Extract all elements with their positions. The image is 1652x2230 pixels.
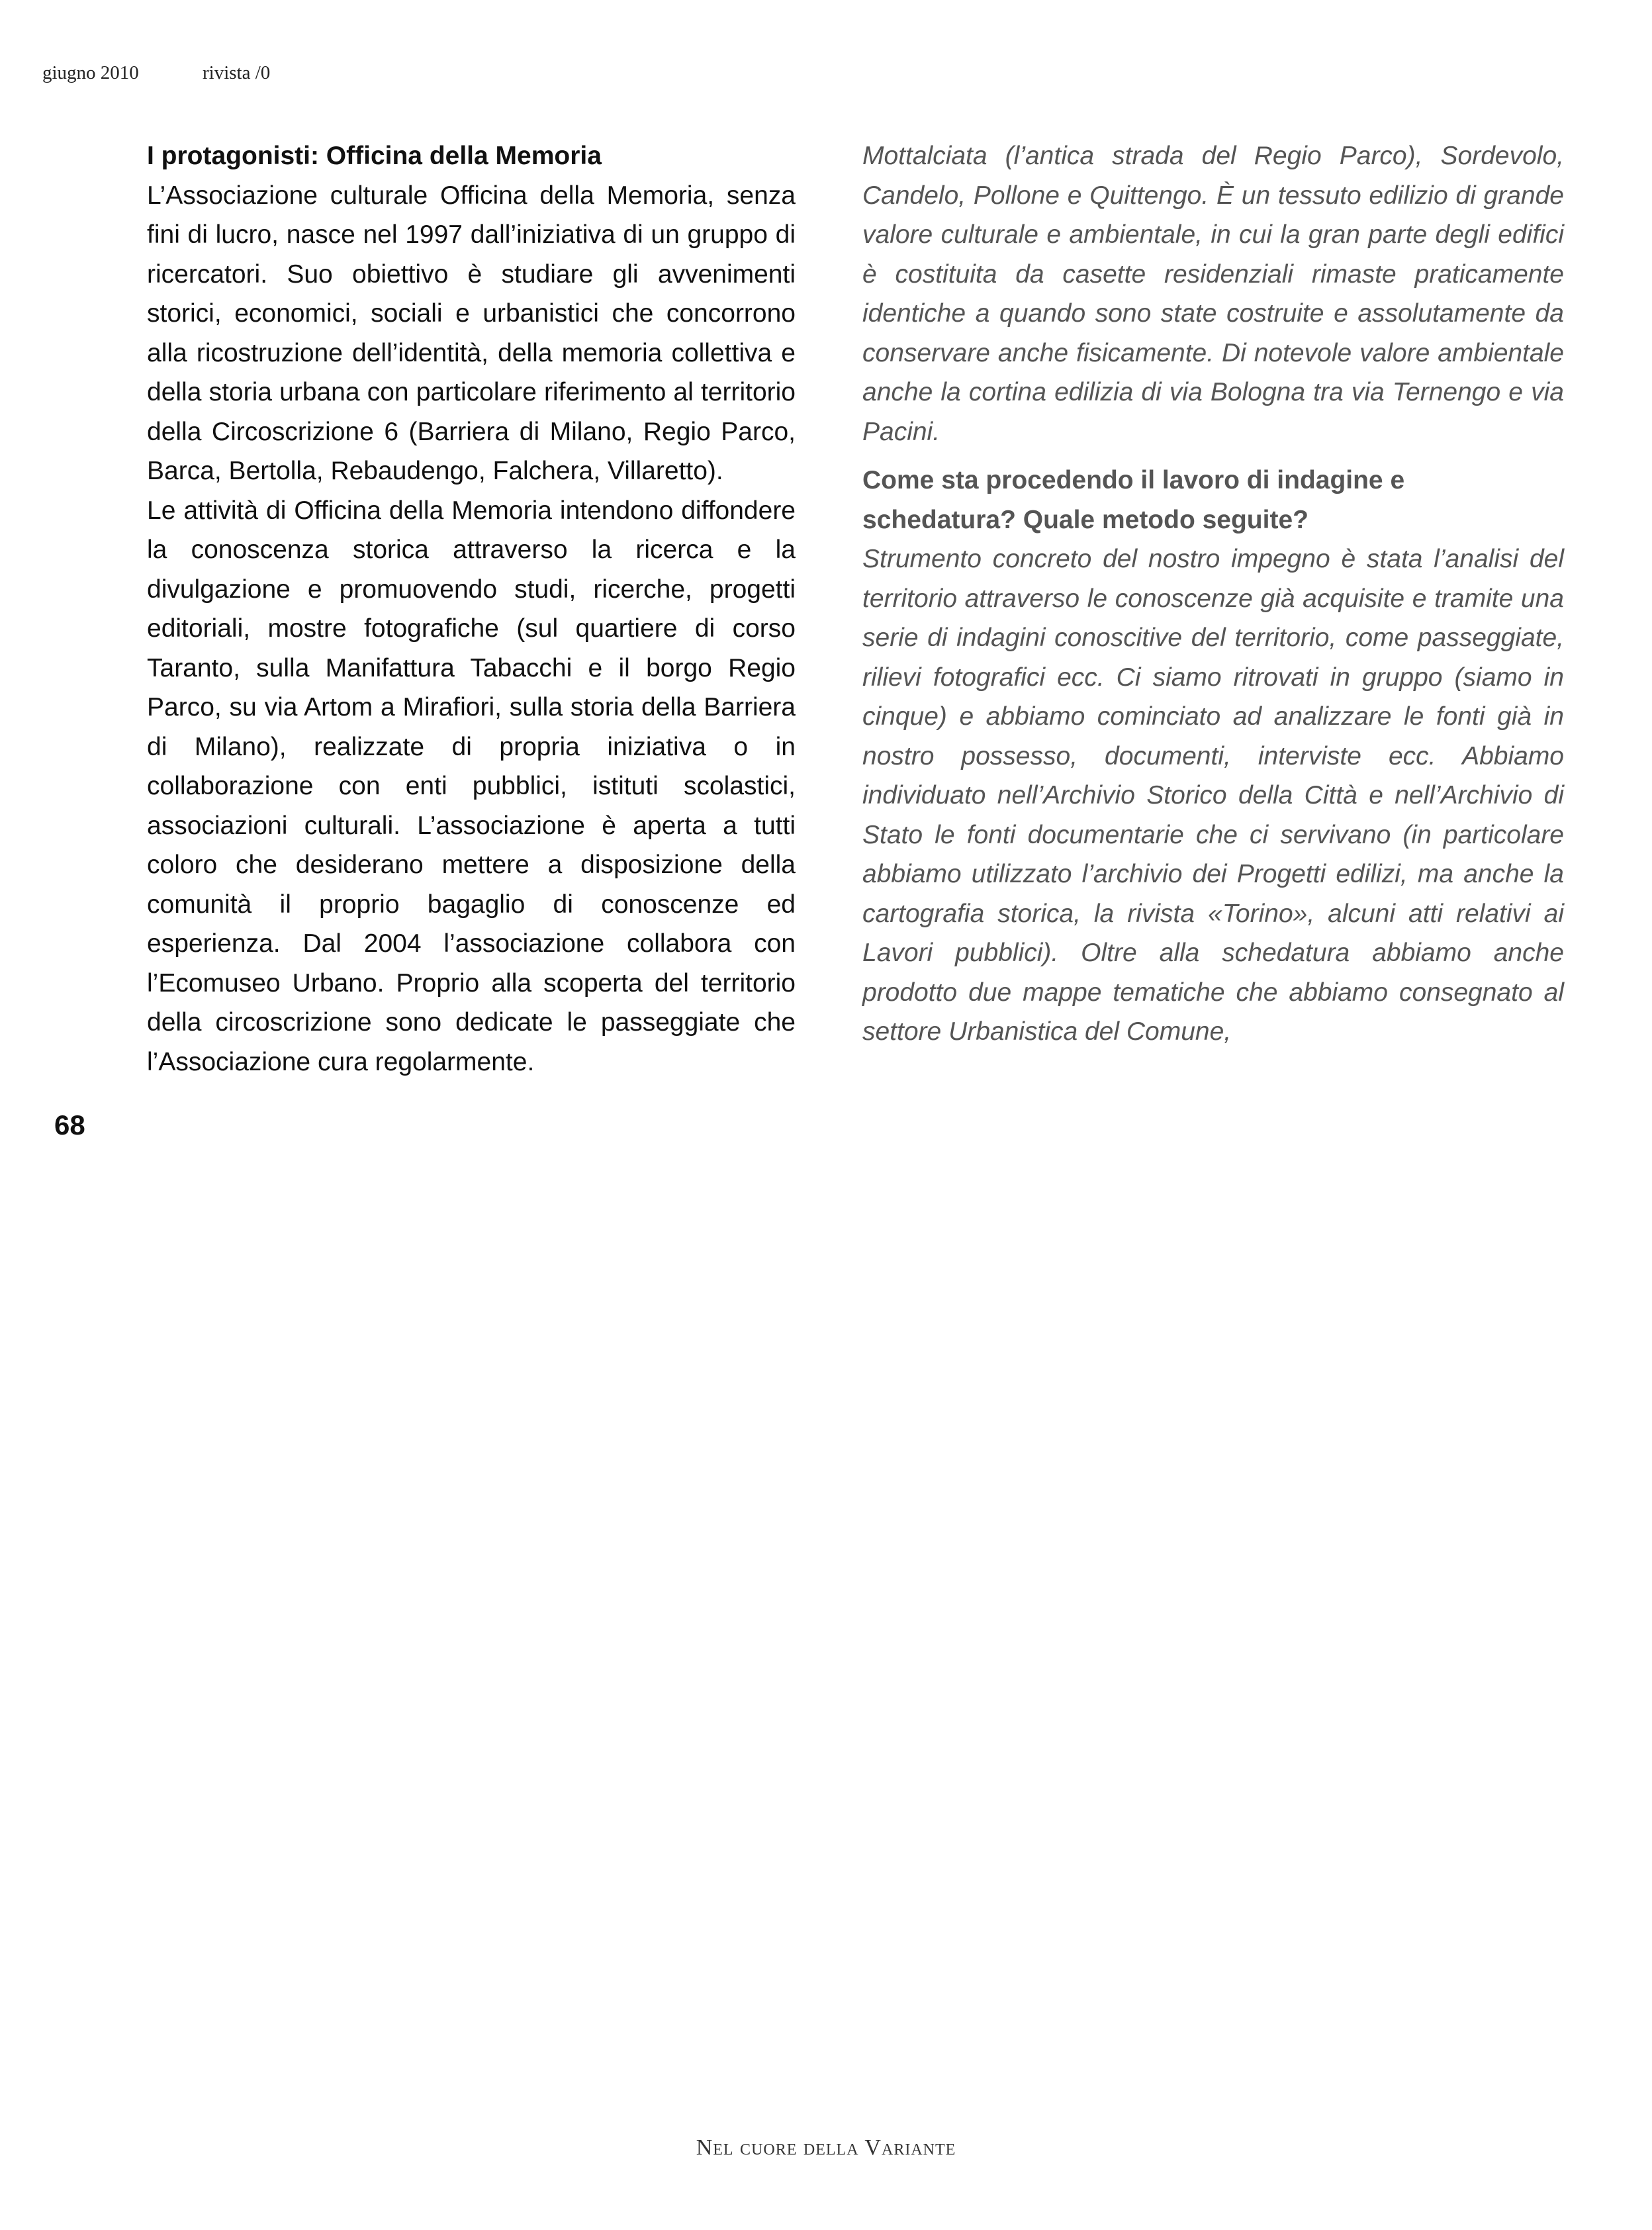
right-paragraph-2: Strumento concreto del nostro impegno è stata l’analisi del territorio attraverso le conoscenze già acquisite e tramite una serie di indagini conoscitive del territorio, come passeggiate, rilievi fotografici ecc. Ci siamo ritrovati in gruppo (siamo in cinque) e abbiamo cominciato ad analizzare le fonti già in nostro possesso, documenti, interviste ecc. Abbiamo individuato nell’Archivio Storico della Città e nell’Archivio di Stato le fonti documentarie che ci servivano (in particolare abbiamo utilizzato l’archivio dei Progetti edilizi, ma anche la cartografia storica, la rivista «Torino», alcuni atti relativi ai Lavori pubblici). Oltre alla schedatura abbiamo anche prodotto due mappe tematiche che abbiamo consegnato al settore Urbanistica del Comune, — [862, 545, 1564, 1046]
right-column — [862, 136, 1564, 1052]
running-head-date: giugno 2010 — [42, 62, 139, 83]
left-column — [147, 136, 796, 1082]
left-paragraph-1: L’Associazione culturale Officina della Memoria, senza fini di lucro, nasce nel 1997 dall’iniziativa di un gruppo di ricercatori. Suo obiettivo è studiare gli avvenimenti storici, economici, sociali e urbanistici che concorrono alla ricostruzione dell’identità, della memoria collettiva e della storia urbana con particolare riferimento al territorio della Circoscrizione 6 (Barriera di Milano, Regio Parco, Barca, Bertolla, Rebaudengo, Falchera, Villaretto). — [147, 181, 796, 485]
section-heading: I protagonisti: Officina della Memoria — [147, 142, 602, 170]
right-paragraph-1: Mottalciata (l’antica strada del Regio Parco), Sordevolo, Candelo, Pollone e Quittengo. È un tessuto edilizio di grande valore culturale e ambientale, in cui la gran parte degli edifici è costituita da casette residenziali rimaste praticamente identiche a quando sono state costruite e assolutamente da conservare anche fisicamente. Di notevole valore ambientale anche la cortina edilizia di via Bologna tra via Ternengo e via Pacini. — [862, 142, 1564, 446]
interview-question: Come sta procedendo il lavoro di indagine e schedatura? Quale metodo seguite? — [862, 466, 1405, 534]
page-number: 68 — [54, 1109, 85, 1140]
running-head-issue: rivista /0 — [203, 62, 271, 83]
left-paragraph-2: Le attività di Officina della Memoria intendono diffondere la conoscenza storica attraverso la ricerca e la divulgazione e promuovendo studi, ricerche, progetti editoriali, mostre fotografiche (sul quartiere di corso Taranto, sulla Manifattura Tabacchi e il borgo Regio Parco, su via Artom a Mirafiori, sulla storia della Barriera di Milano), realizzate di propria iniziativa o in collaborazione con enti pubblici, istituti scolastici, associazioni culturali. L’associazione è aperta a tutti coloro che desiderano mettere a disposizione della comunità il proprio bagaglio di conoscenze ed esperienza. Dal 2004 l’associazione collabora con l’Ecomuseo Urbano. Proprio alla scoperta del territorio della circoscrizione sono dedicate le passeggiate che l’Associazione cura regolarmente. — [147, 496, 796, 1076]
page-footer: Nel cuore della Variante — [696, 2135, 956, 2160]
